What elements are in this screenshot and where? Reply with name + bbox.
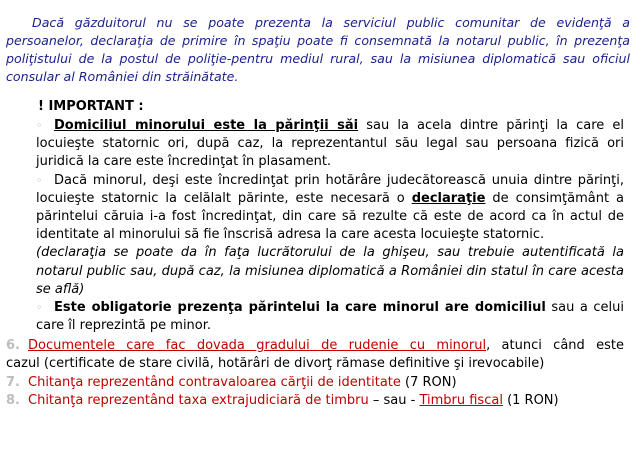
item-prezenta-text: sau a celui care îl reprezintă pe minor.	[36, 300, 624, 334]
numbered-list	[6, 337, 624, 411]
list-number-7: 7.	[6, 374, 20, 390]
item-prezenta	[36, 299, 624, 335]
important-heading: ! IMPORTANT :	[38, 99, 144, 114]
list-number-8: 8.	[6, 393, 20, 409]
list-item-8	[6, 392, 624, 410]
list-item-8-mid: – sau -	[368, 393, 420, 409]
bullet-icon: ◦	[36, 301, 43, 315]
list-item-7-red: Chitanţa reprezentând contravaloarea cărţii de identitate	[28, 374, 401, 390]
list-item-7	[6, 374, 624, 392]
important-body	[36, 117, 624, 335]
bullet-icon: ◦	[36, 119, 43, 132]
list-item-7-rest: (7 RON)	[400, 374, 457, 390]
list-item-8-red: Chitanţa reprezentând taxa extrajudiciară de timbru	[28, 393, 369, 409]
item-declaratie-rest: de consimţământ a părintelui căruia i-a fost încredinţat, din care să rezulte că este de acord ca în actul de identitate al minorului să fie înscrisă adresa la care acesta locuieşte statornic.	[36, 190, 624, 243]
item-prezenta-bold: Este obligatorie prezenţa părintelui la care minorul are domiciliul	[54, 300, 546, 316]
list-number-6: 6.	[6, 338, 20, 353]
list-item-6-rest: , atunci când este	[486, 338, 624, 353]
intro-text: Dacă găzduitorul nu se poate prezenta la serviciul public comunitar de evidenţă a persoanelor, declaraţia de primire în spaţiu poate fi consemnată la notarul public, în prezenţa poliţistului de la postul de poliţie-pentru mediul rural, sau la misiunea diplomatică sau oficiul consular al României din străinătate.	[6, 15, 630, 84]
timbru-fiscal-link[interactable]: Timbru fiscal	[419, 393, 503, 409]
item-declaratie	[36, 172, 624, 245]
list-item-6-red[interactable]: Documentele care fac dovada gradului de rudenie cu minorul	[28, 338, 487, 353]
item-declaratie-note: (declaraţia se poate da în faţa lucrătorului de la ghişeu, sau trebuie autentificată la notarul public sau, după caz, la misiunea diplomatică a României din statul în care acesta se află)	[36, 245, 624, 297]
declaratie-link[interactable]: declaraţie	[411, 190, 486, 206]
bullet-icon: ◦	[36, 173, 43, 187]
intro-paragraph	[6, 14, 630, 86]
item-domiciliu-bold: Domiciliul minorului este la părinţii săi	[54, 118, 359, 133]
item-domiciliu	[36, 117, 624, 172]
list-item-6-continuation: cazul (certificate de stare civilă, hotărâri de divorţ rămase definitive şi irevocabile)	[6, 356, 545, 372]
list-item-8-rest: (1 RON)	[502, 393, 559, 409]
item-domiciliu-text: sau la acela dintre părinţi la care el locuieşte statornic ori, după caz, la reprezentantul său legal sau persoana fizică ori juridică la care este încredinţat în plasament.	[36, 118, 624, 170]
list-item-6	[6, 337, 624, 355]
item-declaratie-text: Dacă minorul, deşi este încredinţat prin hotărâre judecătorească unuia dintre părinţi, locuieşte statornic la celălalt părinte, este necesară o	[36, 172, 624, 206]
